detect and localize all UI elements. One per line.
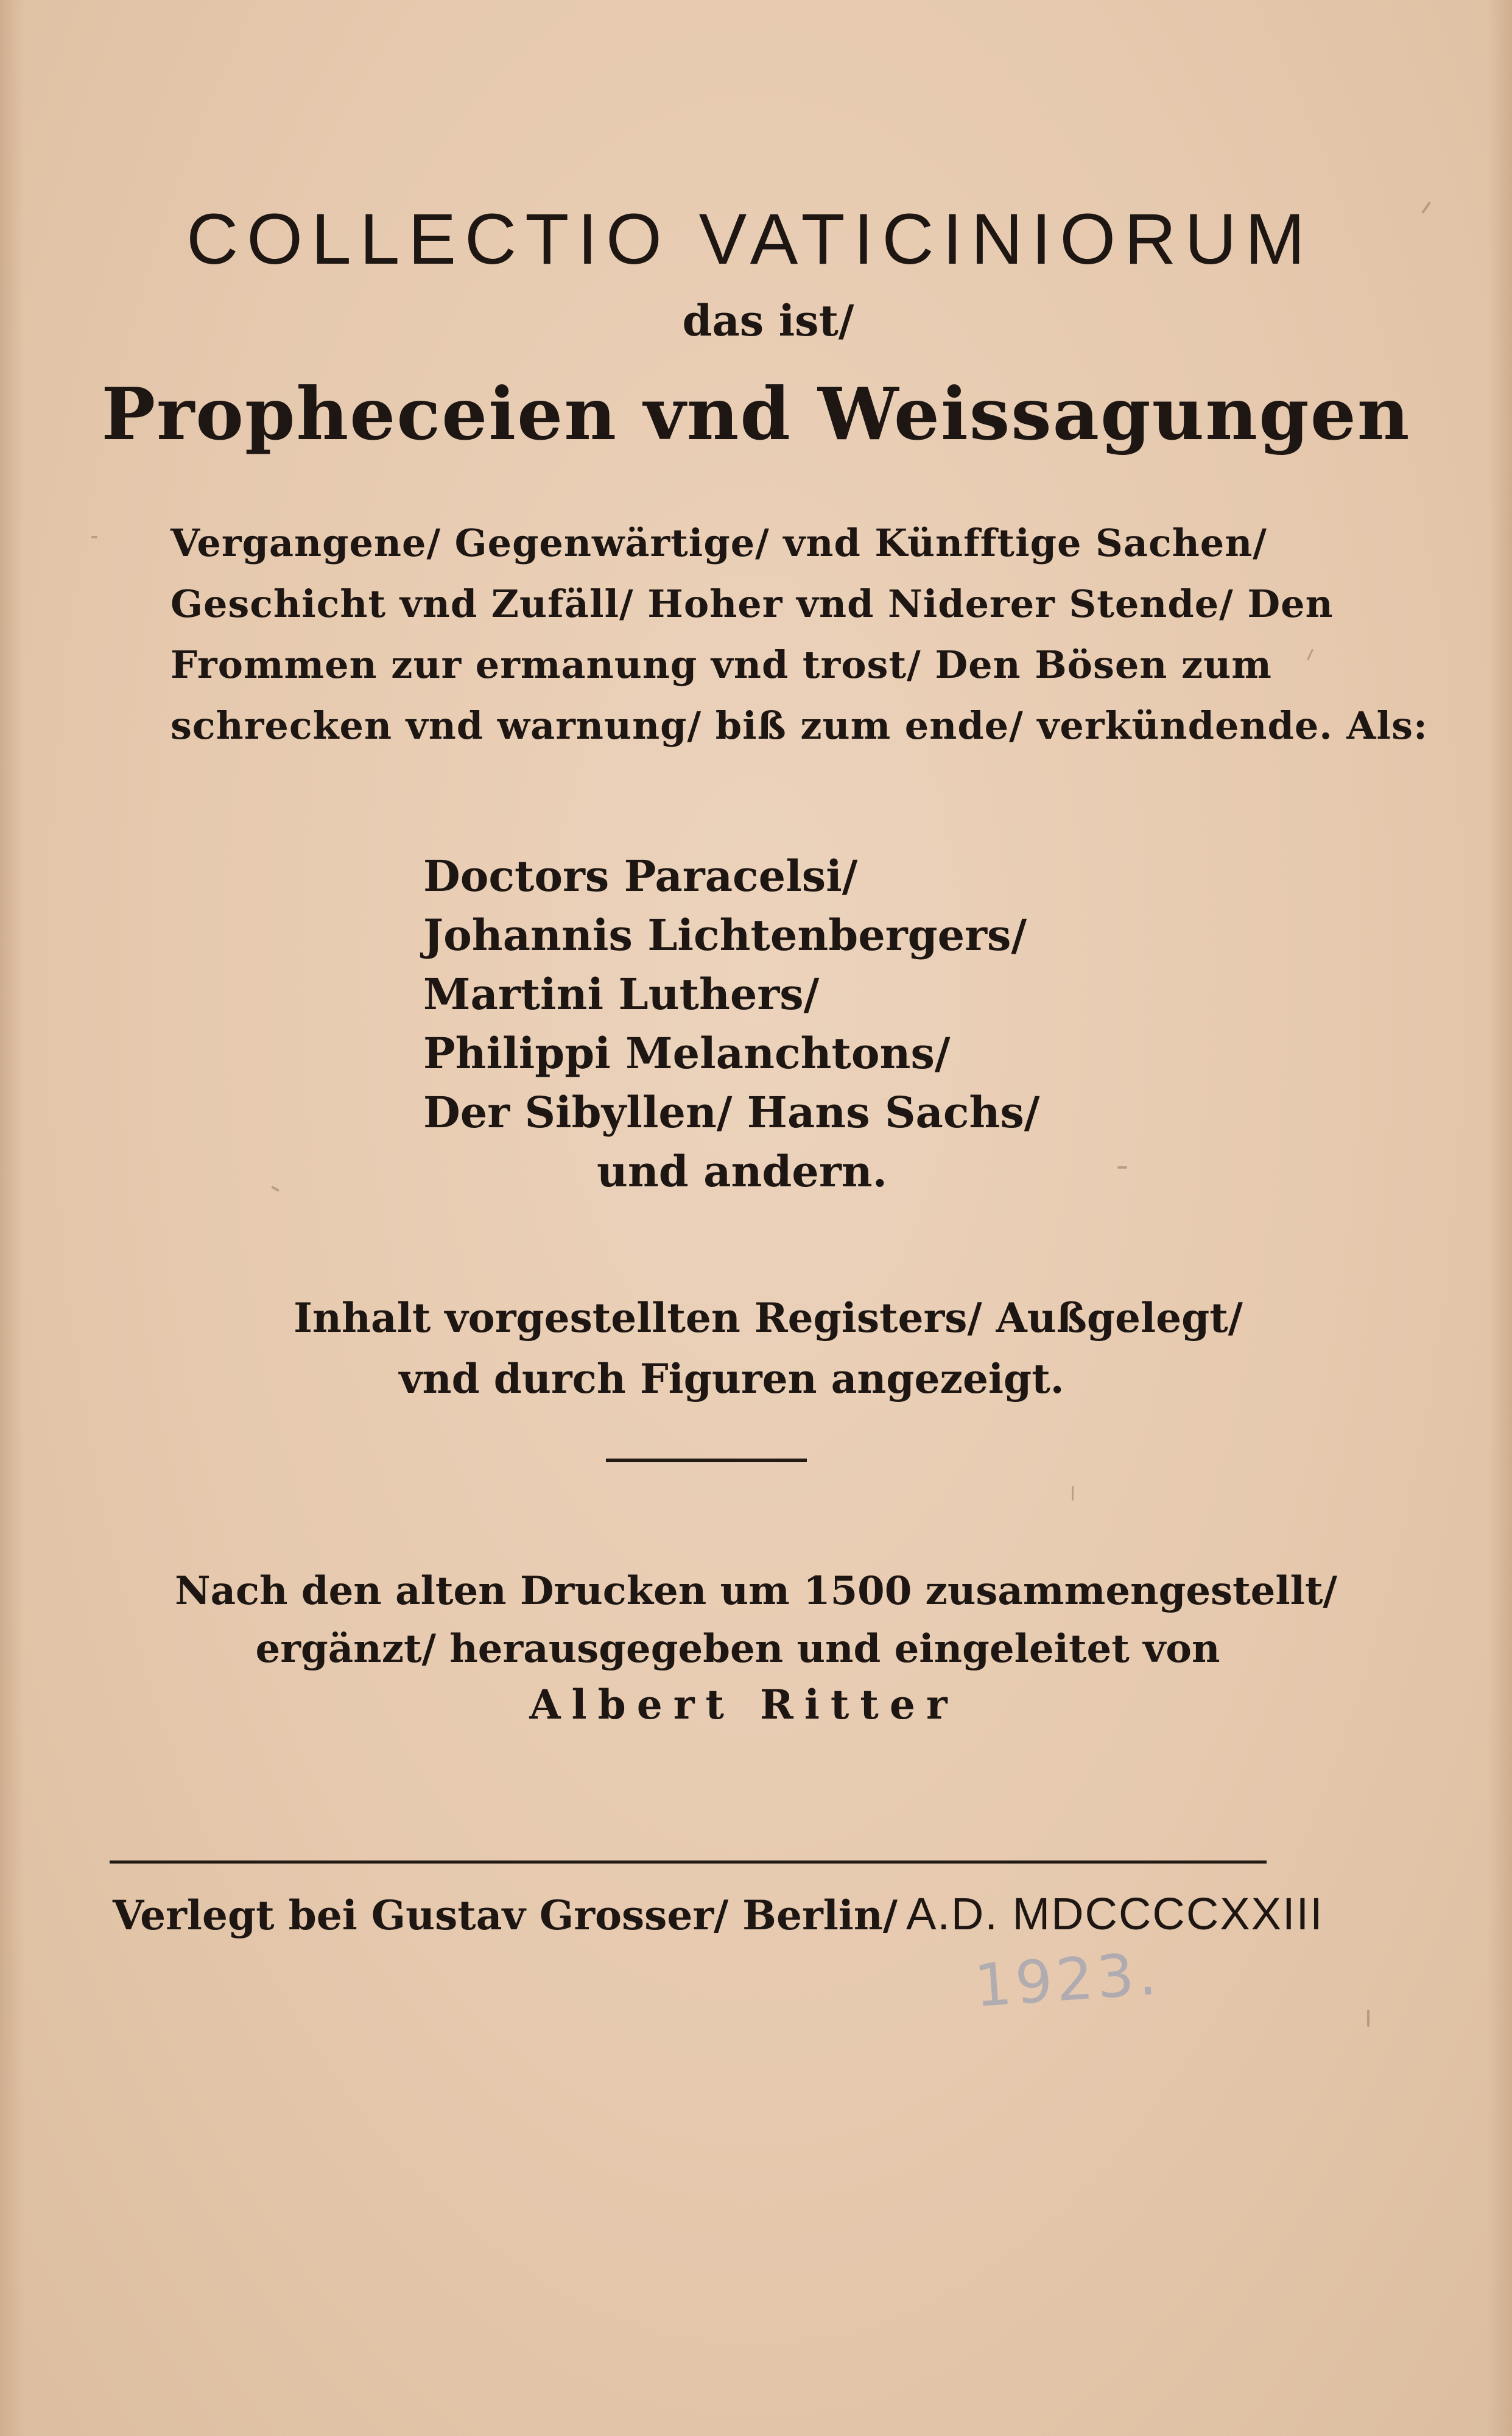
title-connector: das ist/ xyxy=(682,295,854,346)
author-item: Doctors Paracelsi/ xyxy=(423,851,858,901)
title-german: Propheceien vnd Weissagungen xyxy=(101,371,1411,456)
contents-line-1: Inhalt vorgestellten Registers/ Außgelegt/ xyxy=(294,1294,1243,1342)
title-latin: COLLECTIO VATICINIORUM xyxy=(186,199,1313,280)
paper-speck xyxy=(1072,1486,1074,1501)
description-line-3: Frommen zur ermanung vnd trost/ Den Bösen zum xyxy=(171,642,1272,687)
paper-speck xyxy=(91,536,97,538)
pencil-annotation: 1923. xyxy=(972,1939,1162,2021)
editor-line-2: ergänzt/ herausgegeben und eingeleitet von xyxy=(255,1626,1220,1672)
author-item-others: und andern. xyxy=(597,1146,887,1197)
divider-long xyxy=(110,1860,1267,1864)
author-list xyxy=(423,847,1039,1201)
paper-speck xyxy=(1117,1166,1127,1169)
page-edge-left xyxy=(0,0,24,2436)
description-line-2: Geschicht vnd Zufäll/ Hoher vnd Niderer Stende/ Den xyxy=(171,582,1334,626)
editor-name: Albert Ritter xyxy=(529,1681,958,1728)
author-item: Johannis Lichtenbergers/ xyxy=(423,910,1027,960)
paper-speck xyxy=(1307,649,1313,660)
author-item: Martini Luthers/ xyxy=(423,969,820,1019)
description-line-1: Vergangene/ Gegenwärtige/ vnd Künfftige Sachen/ xyxy=(171,521,1267,565)
paper-speck xyxy=(271,1186,280,1192)
author-item: Philippi Melanchtons/ xyxy=(423,1028,951,1079)
description-line-4: schrecken vnd warnung/ biß zum ende/ verkündende. Als: xyxy=(171,703,1428,748)
page-edge-right xyxy=(1488,0,1512,2436)
divider-short xyxy=(606,1459,807,1462)
imprint xyxy=(113,1888,1324,1940)
imprint-date: A.D. MDCCCCXXIII xyxy=(905,1889,1324,1939)
imprint-publisher: Verlegt bei Gustav Grosser/ Berlin/ xyxy=(113,1892,898,1939)
paper-speck xyxy=(1367,2010,1370,2027)
contents-line-2: vnd durch Figuren angezeigt. xyxy=(399,1355,1064,1403)
editor-line-1: Nach den alten Drucken um 1500 zusammengestellt/ xyxy=(175,1568,1337,1614)
author-item: Der Sibyllen/ Hans Sachs/ xyxy=(423,1087,1040,1138)
